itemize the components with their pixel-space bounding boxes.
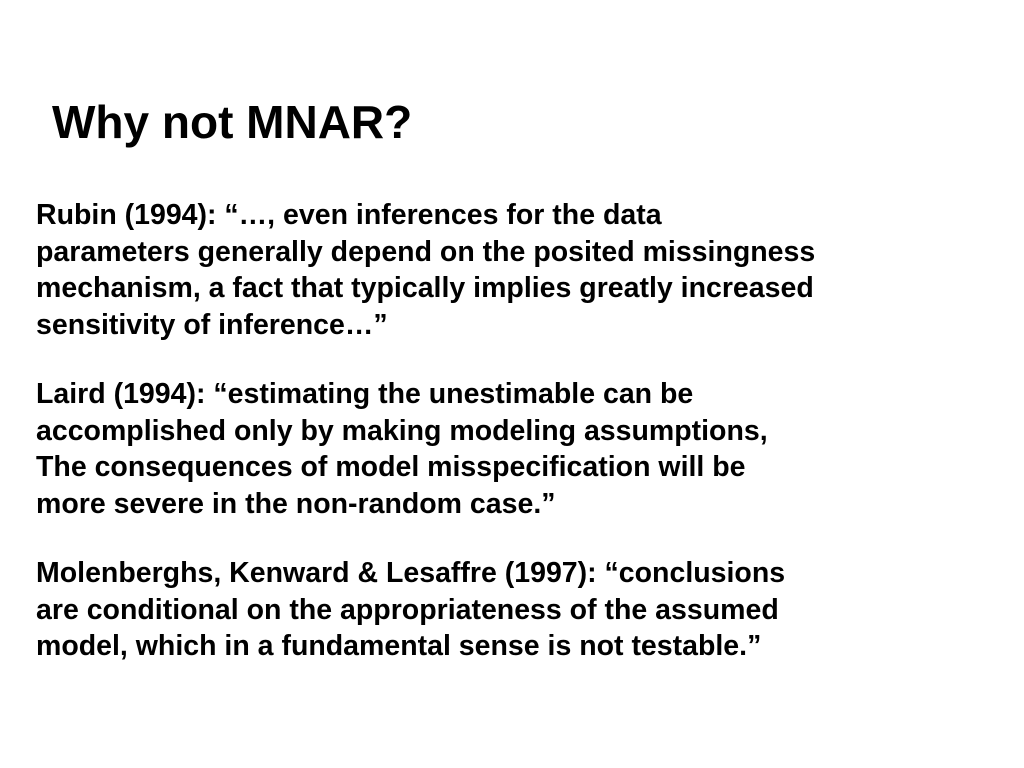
quote-line: mechanism, a fact that typically implies greatly increased bbox=[36, 272, 814, 304]
quote-line: Rubin (1994): “…, even inferences for the data bbox=[36, 199, 662, 231]
quote-line: accomplished only by making modeling assumptions, bbox=[36, 414, 768, 447]
quote-laird bbox=[36, 376, 768, 522]
quote-line: model, which in a fundamental sense is not testable.” bbox=[36, 630, 762, 662]
slide-title: Why not MNAR? bbox=[52, 96, 413, 148]
quote-line: Laird (1994): “estimating the unestimable can be bbox=[36, 378, 694, 410]
quote-rubin bbox=[36, 197, 815, 343]
quote-line: sensitivity of inference…” bbox=[36, 308, 388, 341]
quote-line: The consequences of model misspecification will be bbox=[36, 451, 746, 483]
quote-line: parameters generally depend on the posited missingness bbox=[36, 235, 816, 268]
quote-line: are conditional on the appropriateness of the assumed bbox=[36, 593, 779, 626]
quote-line: Molenberghs, Kenward & Lesaffre (1997): “conclusions bbox=[36, 557, 786, 589]
quote-line: more severe in the non-random case.” bbox=[36, 487, 556, 520]
quote-molenberghs bbox=[36, 555, 785, 665]
